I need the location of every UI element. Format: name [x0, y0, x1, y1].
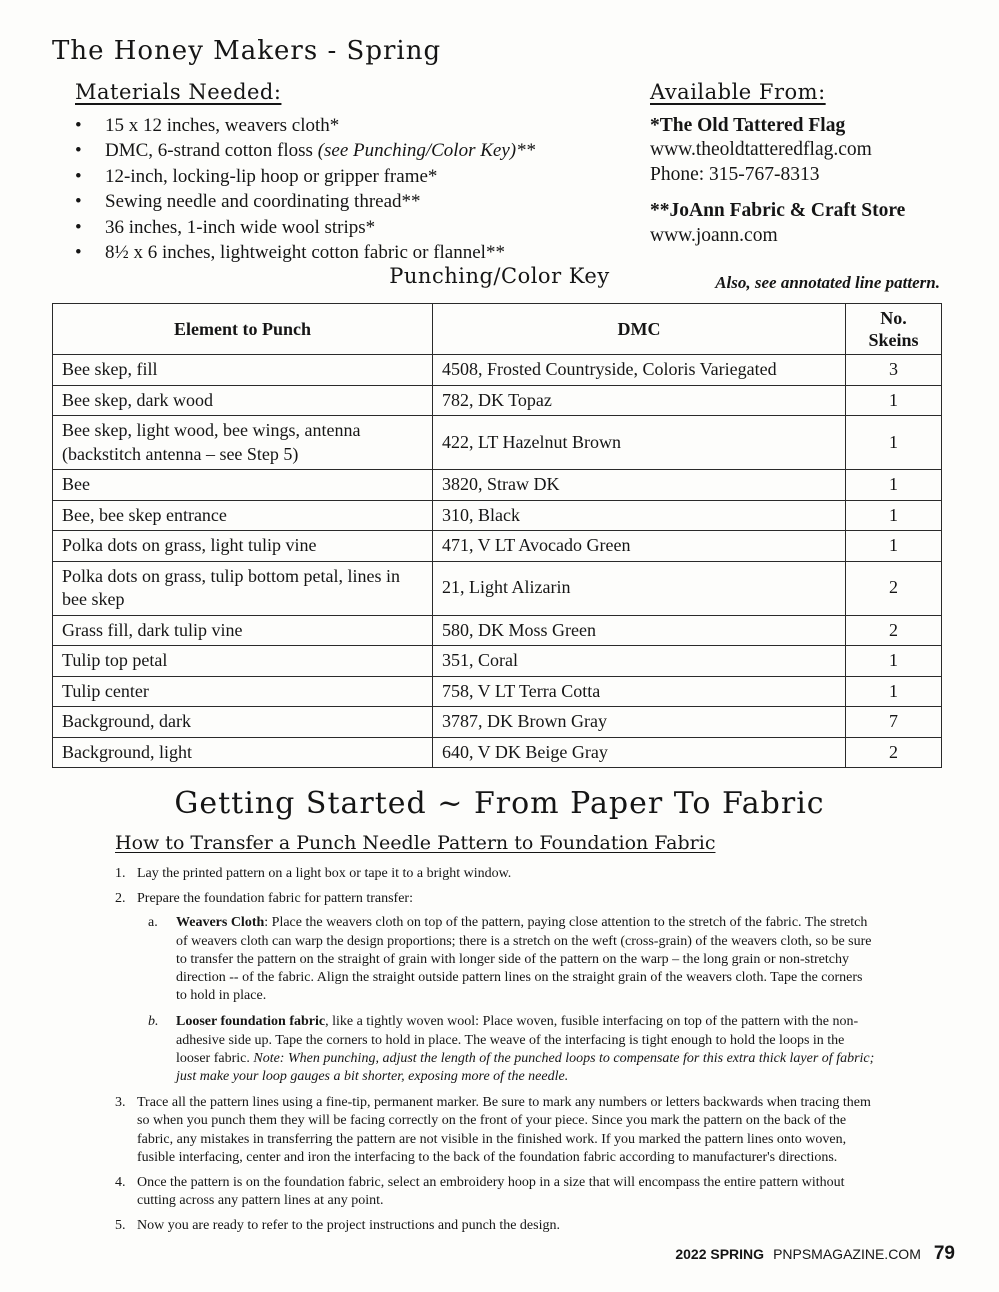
- step-4: [115, 1174, 883, 1210]
- material-item: [75, 113, 535, 138]
- color-key-heading-row: [0, 264, 999, 300]
- table-row: [53, 737, 942, 768]
- header-dmc: DMC: [433, 304, 846, 355]
- materials-list: [75, 113, 535, 265]
- bullet-icon: •: [75, 242, 82, 264]
- color-key-note: Also, see annotated line pattern.: [715, 273, 940, 292]
- table-row: [53, 531, 942, 562]
- material-item-text: Sewing needle and coordinating thread**: [105, 191, 421, 213]
- dmc-cell: 758, V LT Terra Cotta: [433, 676, 846, 707]
- supplier-name: *The Old Tattered Flag: [650, 114, 846, 136]
- step-5: [115, 1217, 883, 1235]
- element-cell: Bee: [53, 470, 433, 501]
- skeins-cell: 1: [846, 470, 942, 501]
- material-item-text: 15 x 12 inches, weavers cloth*: [105, 115, 340, 136]
- element-cell: Polka dots on grass, light tulip vine: [53, 531, 433, 562]
- supplier-phone: Phone: 315-767-8313: [650, 163, 820, 185]
- color-key-table-header: [53, 304, 942, 355]
- element-cell: Bee skep, dark wood: [53, 385, 433, 416]
- dmc-cell: 21, Light Alizarin: [433, 561, 846, 615]
- footer-issue: 2022 SPRING: [675, 1246, 765, 1262]
- skeins-cell: 7: [846, 707, 942, 738]
- table-row: [53, 615, 942, 646]
- bullet-icon: •: [75, 216, 82, 238]
- skeins-cell: 2: [846, 737, 942, 768]
- footer-page-number: 79: [933, 1243, 955, 1264]
- page-title: The Honey Makers - Spring: [52, 36, 442, 66]
- table-row: [53, 707, 942, 738]
- table-row: [53, 646, 942, 677]
- dmc-cell: 422, LT Hazelnut Brown: [433, 416, 846, 470]
- page-footer: [675, 1243, 955, 1265]
- table-row: [53, 385, 942, 416]
- step-text: Once the pattern is on the foundation fabric, select an embroidery hoop in a size that will encompass the entire pattern without cutting across any pattern lines at any point.: [137, 1175, 845, 1209]
- bullet-icon: •: [75, 165, 82, 187]
- dmc-cell: 640, V DK Beige Gray: [433, 737, 846, 768]
- material-item: [75, 164, 535, 189]
- substep-text: Weavers Cloth: Place the weavers cloth on top of the pattern, paying close attention to the stretch of the fabric. The stretch of weavers cloth can warp the design proportions; there is a stretch on the weft (cross-grain) of the weavers cloth, so be sure to transfer the pattern on the straight of grain with longer side of the pattern on the warp – the long grain or non-stretchy direction -- of the fabric. Align the straight outside pattern lines on the straight grain of the weavers cloth. Tape the corners to hold in place.: [176, 915, 872, 1004]
- step-2a: [148, 914, 883, 1005]
- material-item-text: 36 inches, 1-inch wide wool strips*: [105, 216, 376, 238]
- dmc-cell: 782, DK Topaz: [433, 385, 846, 416]
- step-number: 3.: [115, 1095, 126, 1111]
- skeins-cell: 1: [846, 676, 942, 707]
- table-row: [53, 676, 942, 707]
- material-item: [75, 215, 535, 240]
- supplier-url: www.theoldtatteredflag.com: [650, 139, 872, 160]
- available-from-section: [650, 80, 905, 248]
- color-key-table-body: [53, 355, 942, 768]
- supplier-url: www.joann.com: [650, 224, 778, 246]
- supplier-block: [650, 114, 905, 188]
- bullet-icon: •: [75, 115, 82, 136]
- dmc-cell: 310, Black: [433, 500, 846, 531]
- element-cell: Tulip top petal: [53, 646, 433, 677]
- step-number: 5.: [115, 1218, 126, 1234]
- dmc-cell: 580, DK Moss Green: [433, 615, 846, 646]
- element-cell: Bee, bee skep entrance: [53, 500, 433, 531]
- getting-started-subtitle: How to Transfer a Punch Needle Pattern to Foundation Fabric: [115, 832, 716, 854]
- element-cell: Grass fill, dark tulip vine: [53, 615, 433, 646]
- element-cell: Polka dots on grass, tulip bottom petal, lines in bee skep: [53, 561, 433, 615]
- step-2b: [148, 1013, 883, 1086]
- substep-text: Looser foundation fabric, like a tightly woven wool: Place woven, fusible interfacing on top of the pattern with the non-adhesive side up. Tape the corners to hold in place. The weave of the interfacing is tight enough to hold the loops in the looser fabric. Note: When punching, adjust the length of the punched loops to compensate for this extra thick layer of fabric; just make your loop gauges a bit shorter, exposing more of the needle.: [176, 1014, 875, 1085]
- skeins-cell: 1: [846, 416, 942, 470]
- getting-started-title: Getting Started ~ From Paper To Fabric: [174, 786, 825, 821]
- dmc-cell: 3820, Straw DK: [433, 470, 846, 501]
- material-item-text: 8½ x 6 inches, lightweight cotton fabric or flannel**: [105, 242, 505, 264]
- material-item: [75, 189, 535, 214]
- dmc-cell: 3787, DK Brown Gray: [433, 707, 846, 738]
- available-from-heading: Available From:: [650, 80, 826, 104]
- material-item-text: DMC, 6-strand cotton floss (see Punching/Color Key)**: [105, 140, 536, 162]
- skeins-cell: 2: [846, 615, 942, 646]
- element-cell: Bee skep, fill: [53, 355, 433, 386]
- skeins-cell: 2: [846, 561, 942, 615]
- step-text: Trace all the pattern lines using a fine-tip, permanent marker. Be sure to mark any numbers or letters backwards when tracing them so when you punch them they will be facing correctly on the front of your piece. Since you mark the pattern on the back of the fabric, any mistakes in transferring the pattern are not visible in the finished work. If you marked the pattern lines onto woven, fusible interfacing, center and iron the interfacing to the back of the foundation fabric according to manufacturer's directions.: [137, 1095, 871, 1165]
- skeins-cell: 1: [846, 500, 942, 531]
- bullet-icon: •: [75, 191, 82, 213]
- materials-section: [75, 80, 535, 265]
- step-3: [115, 1094, 883, 1167]
- materials-heading: Materials Needed:: [75, 80, 282, 104]
- material-item-text: 12-inch, locking-lip hoop or gripper frame*: [105, 165, 438, 187]
- table-row: [53, 470, 942, 501]
- substep-letter: a.: [148, 915, 158, 931]
- header-no-skeins: No. Skeins: [846, 304, 942, 355]
- skeins-cell: 1: [846, 385, 942, 416]
- skeins-cell: 1: [846, 531, 942, 562]
- material-item: [75, 240, 535, 265]
- step-number: 2.: [115, 891, 126, 907]
- skeins-cell: 1: [846, 646, 942, 677]
- color-key-title: Punching/Color Key: [389, 264, 610, 288]
- substep-letter: b.: [148, 1014, 159, 1030]
- step-text: Lay the printed pattern on a light box or tape it to a bright window.: [137, 866, 512, 881]
- header-element-to-punch: Element to Punch: [53, 304, 433, 355]
- step-text: Now you are ready to refer to the project instructions and punch the design.: [137, 1218, 560, 1234]
- element-cell: Bee skep, light wood, bee wings, antenna (backstitch antenna – see Step 5): [53, 416, 433, 470]
- supplier-name: **JoAnn Fabric & Craft Store: [650, 200, 906, 221]
- material-item: [75, 138, 535, 163]
- table-row: [53, 561, 942, 615]
- instructions-list: [115, 865, 883, 1243]
- dmc-cell: 471, V LT Avocado Green: [433, 531, 846, 562]
- step-2: [115, 890, 883, 908]
- element-cell: Tulip center: [53, 676, 433, 707]
- step-number: 1.: [115, 866, 126, 881]
- table-row: [53, 355, 942, 386]
- footer-site: PNPSMAGAZINE.COM: [773, 1246, 921, 1262]
- step-text: Prepare the foundation fabric for pattern transfer:: [137, 891, 413, 907]
- element-cell: Background, dark: [53, 707, 433, 738]
- table-row: [53, 416, 942, 470]
- supplier-block: [650, 199, 905, 248]
- dmc-cell: 4508, Frosted Countryside, Coloris Variegated: [433, 355, 846, 386]
- skeins-cell: 3: [846, 355, 942, 386]
- table-row: [53, 500, 942, 531]
- step-1: [115, 865, 883, 883]
- element-cell: Background, light: [53, 737, 433, 768]
- color-key-table: [52, 303, 942, 768]
- step-number: 4.: [115, 1175, 126, 1191]
- dmc-cell: 351, Coral: [433, 646, 846, 677]
- bullet-icon: •: [75, 140, 82, 162]
